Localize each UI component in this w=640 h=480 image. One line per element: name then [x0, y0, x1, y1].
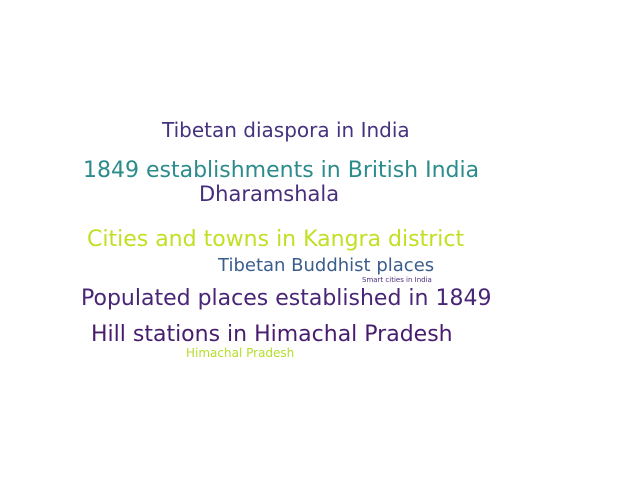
word-himachal-pradesh: Himachal Pradesh — [186, 346, 295, 360]
word-cities-and-towns: Cities and towns in Kangra district — [87, 227, 465, 252]
word-1849-establishments: 1849 establishments in British India — [83, 158, 480, 183]
word-hill-stations: Hill stations in Himachal Pradesh — [91, 322, 453, 347]
word-tibetan-buddhist-places: Tibetan Buddhist places — [218, 255, 435, 276]
word-dharamshala: Dharamshala — [199, 182, 340, 206]
word-populated-places: Populated places established in 1849 — [81, 286, 492, 311]
word-tibetan-diaspora: Tibetan diaspora in India — [162, 118, 410, 142]
word-smart-cities: Smart cities in India — [362, 276, 432, 284]
